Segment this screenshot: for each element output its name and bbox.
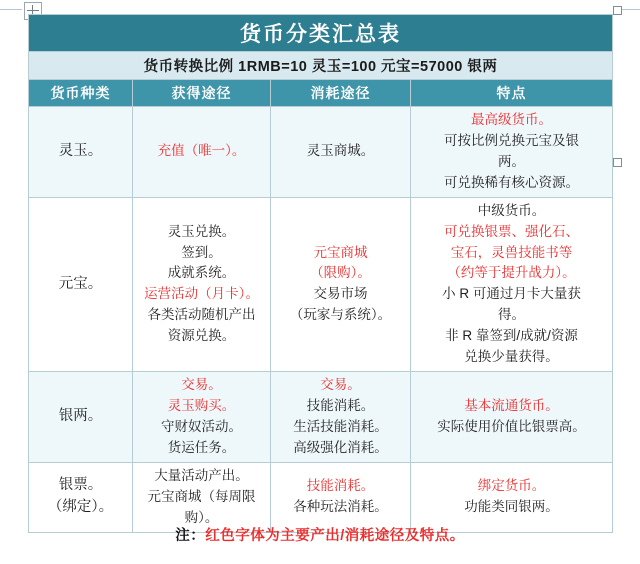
text-line: 灵玉兑换。 [167,223,236,239]
text-line: （玩家与系统）。 [289,307,392,323]
text-line: 购）。 [184,509,219,525]
text-line: 大量活动产出。 [154,467,249,483]
text-line: 各类活动随机产出 [147,307,256,323]
consume-lines-2 [275,375,406,459]
text-line: 生活技能消耗。 [293,418,388,434]
table-row [29,462,613,532]
text-line: 银两。 [58,408,103,425]
footer-note [0,524,640,545]
text-line: 技能消耗。 [306,397,375,413]
obtain-lines-1 [137,222,266,348]
text-line: 功能类同银两。 [464,499,559,515]
cell-kind [29,197,133,371]
feature-lines-1 [415,201,608,368]
footer-note-text: 红色字体为主要产出/消耗途径及特点。 [205,528,465,544]
obtain-lines-2 [137,375,266,459]
text-line: 交易市场 [313,286,368,302]
text-line: 基本流通货币。 [464,397,559,413]
text-line: 交易。 [181,377,222,393]
cell-feature [411,107,613,198]
text-line: 实际使用价值比银票高。 [437,418,586,434]
text-line: 宝石，灵兽技能书等 [450,244,573,260]
cell-consume [271,197,411,371]
cell-feature [411,462,613,532]
cell-kind [29,462,133,532]
text-line: 技能消耗。 [306,478,375,494]
table-header-row [29,80,613,107]
column-header-obtain: 获得途径 [133,80,271,107]
cell-consume [271,107,411,198]
text-line: 货运任务。 [167,439,236,455]
cell-kind [29,372,133,463]
column-header-consume: 消耗途径 [271,80,411,107]
selection-handle-right-middle[interactable] [613,158,622,167]
currency-summary-table [28,14,613,533]
table-row [29,372,613,463]
kind-lines-0 [33,141,128,163]
text-line: 灵玉。 [58,142,103,159]
text-line: 可兑换稀有核心资源。 [444,174,579,190]
table-row [29,107,613,198]
obtain-lines-0 [137,141,266,162]
conversion-rate-text: 货币转换比例 1RMB=10 灵玉=100 元宝=57000 银两 [29,52,613,80]
text-line: 中级货币。 [477,202,546,218]
cell-feature [411,372,613,463]
text-line: 交易。 [320,377,361,393]
text-line: 守财奴活动。 [161,418,242,434]
table-rate-row [29,52,613,80]
text-line: 签到。 [181,244,222,260]
text-line: 各种玩法消耗。 [293,499,388,515]
text-line: 绑定货币。 [477,478,546,494]
text-line: 兑换少量获得。 [464,349,559,365]
column-header-kind: 货币种类 [29,80,133,107]
text-line: 元宝商城（每周限 [147,488,256,504]
ruler-edge-left [0,9,22,10]
text-line: 资源兑换。 [167,328,236,344]
text-line: （限购）。 [310,265,371,281]
text-line: 两。 [498,153,525,169]
text-line: 得。 [498,307,525,323]
selection-handle-top-right[interactable] [613,6,622,15]
cell-obtain [133,197,271,371]
cell-feature [411,197,613,371]
table-row [29,197,613,371]
text-line: 成就系统。 [167,265,236,281]
currency-summary-table-wrapper [28,14,612,533]
text-line: 可兑换银票、强化石、 [444,223,579,239]
text-line: （约等于提升战力）。 [447,265,576,281]
text-line: 高级强化消耗。 [293,439,388,455]
cell-consume [271,462,411,532]
text-line: 非 R 靠签到/成就/资源 [445,328,578,344]
text-line: 充值（唯一）。 [157,143,246,159]
text-line: 可按比例兑换元宝及银 [444,132,579,148]
text-line: （绑定）。 [47,499,114,516]
footer-note-prefix: 注： [175,528,206,544]
cell-kind [29,107,133,198]
feature-lines-0 [415,110,608,194]
text-line: 最高级货币。 [471,112,552,127]
cell-obtain [133,107,271,198]
column-header-feature: 特点 [411,80,613,107]
kind-lines-2 [33,406,128,428]
kind-lines-1 [33,274,128,296]
table-title-row [29,15,613,52]
table-title: 货币分类汇总表 [29,15,613,52]
text-line: 银票。 [58,477,103,494]
text-line: 元宝。 [58,275,103,292]
cell-obtain [133,462,271,532]
text-line: 灵玉购买。 [167,397,236,413]
text-line: 灵玉商城。 [306,143,375,159]
text-line: 运营活动（月卡）。 [144,286,259,302]
obtain-lines-3 [137,466,266,529]
consume-lines-3 [275,476,406,518]
text-line: 小 R 可通过月卡大量获 [442,286,581,302]
consume-lines-1 [275,243,406,327]
feature-lines-2 [415,396,608,438]
text-line: 元宝商城 [313,244,368,260]
cell-consume [271,372,411,463]
cell-obtain [133,372,271,463]
feature-lines-3 [415,476,608,518]
consume-lines-0 [275,141,406,162]
kind-lines-3 [33,475,128,519]
